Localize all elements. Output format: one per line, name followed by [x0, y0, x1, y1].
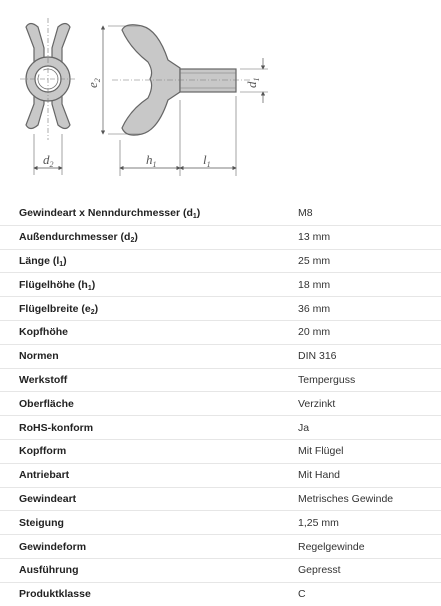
spec-row: [0, 249, 441, 273]
spec-value: 1,25 mm: [298, 516, 339, 529]
spec-key: Kopfhöhe: [19, 326, 68, 339]
spec-value: Mit Hand: [298, 469, 341, 482]
spec-key: RoHS-konform: [19, 421, 94, 434]
d1-label: $d_1$: [244, 77, 261, 88]
specification-table: [0, 202, 441, 606]
spec-key: Flügelbreite $(e_2)$: [19, 302, 99, 316]
spec-row: [0, 344, 441, 368]
spec-value: 13 mm: [298, 231, 331, 244]
spec-key: Steigung: [19, 516, 64, 529]
spec-key: Gewindeart: [19, 492, 77, 505]
spec-value: DIN 316: [298, 350, 337, 363]
spec-value: Regelgewinde: [298, 540, 365, 553]
h1-label: $h_1$: [146, 152, 157, 169]
spec-key: Produktklasse: [19, 588, 91, 601]
spec-value: 25 mm: [298, 254, 331, 267]
spec-key: Gewindeart x Nenndurchmesser $(d_1)$: [19, 207, 201, 221]
spec-row: [0, 320, 441, 344]
spec-value: Verzinkt: [298, 397, 336, 410]
spec-value: Mit Flügel: [298, 445, 344, 458]
spec-value: Gepresst: [298, 564, 341, 577]
spec-row: [0, 225, 441, 249]
spec-key: Oberfläche: [19, 397, 74, 410]
spec-key: Werkstoff: [19, 373, 68, 386]
spec-row: [0, 463, 441, 487]
spec-value: 18 mm: [298, 278, 331, 291]
specification-table-body: [0, 202, 441, 606]
spec-row: [0, 535, 441, 559]
spec-key: Außendurchmesser $(d_2)$: [19, 231, 138, 245]
spec-key: Antriebart: [19, 469, 70, 482]
spec-row: [0, 487, 441, 511]
spec-key: Ausführung: [19, 564, 79, 577]
wing-screw-technical-drawing: [0, 0, 441, 200]
spec-value: C: [298, 588, 306, 601]
front-view: [20, 18, 76, 175]
l1-label: $l_1$: [203, 152, 211, 169]
spec-row: [0, 416, 441, 440]
spec-row: [0, 558, 441, 582]
spec-row: [0, 297, 441, 321]
spec-row: [0, 273, 441, 297]
e2-label: $e_2$: [85, 78, 102, 88]
spec-value: Ja: [298, 421, 310, 434]
spec-row: [0, 439, 441, 463]
spec-row: [0, 202, 441, 225]
spec-key: Flügelhöhe $(h_1)$: [19, 278, 96, 292]
spec-row: [0, 368, 441, 392]
d2-label: $d_2$: [43, 152, 54, 169]
spec-row: [0, 511, 441, 535]
side-view: [85, 25, 268, 176]
spec-row: [0, 582, 441, 605]
spec-key: Länge $(l_1)$: [19, 254, 67, 268]
spec-value: Temperguss: [298, 373, 356, 386]
spec-key: Normen: [19, 350, 59, 363]
spec-key: Gewindeform: [19, 540, 87, 553]
spec-value: M8: [298, 207, 313, 220]
spec-key: Kopfform: [19, 445, 67, 458]
spec-value: Metrisches Gewinde: [298, 492, 394, 505]
spec-value: 36 mm: [298, 302, 331, 315]
spec-value: 20 mm: [298, 326, 331, 339]
spec-row: [0, 392, 441, 416]
